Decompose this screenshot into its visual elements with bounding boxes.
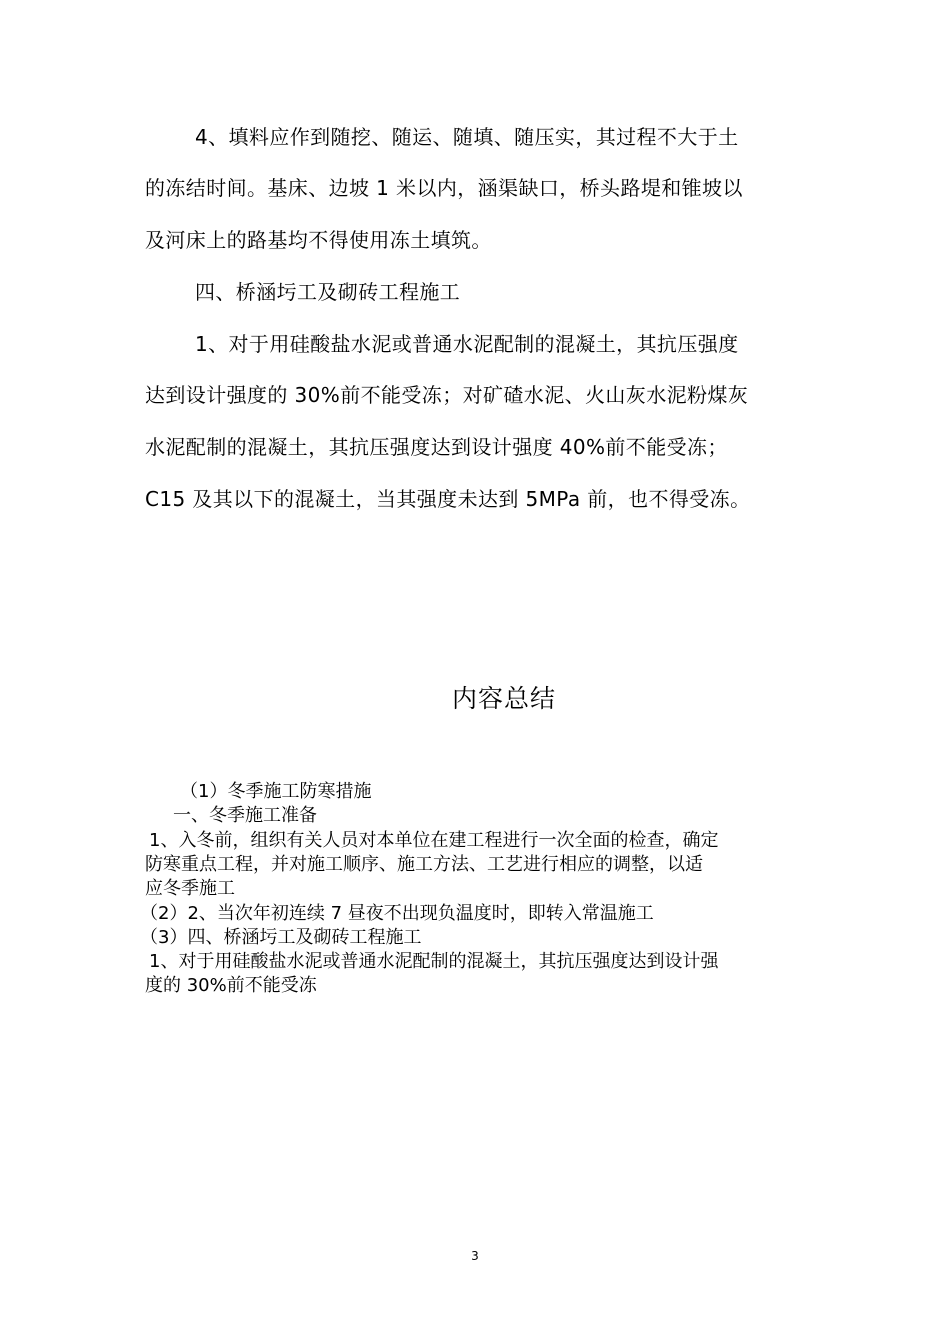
summary-line: （3）四、桥涵圬工及砌砖工程施工 <box>140 927 422 948</box>
summary-line: 防寒重点工程，并对施工顺序、施工方法、工艺进行相应的调整，以适 <box>145 854 703 875</box>
body-line: 1、对于用硅酸盐水泥或普通水泥配制的混凝土，其抗压强度 <box>195 332 739 356</box>
summary-line: 一、冬季施工准备 <box>173 805 317 826</box>
section-heading: 四、桥涵圬工及砌砖工程施工 <box>195 280 461 304</box>
page-number: 3 <box>471 1249 479 1263</box>
summary-line: （2）2、当次年初连续 7 昼夜不出现负温度时，即转入常温施工 <box>140 903 654 924</box>
summary-line: 度的 30%前不能受冻 <box>145 975 317 996</box>
summary-title: 内容总结 <box>451 684 556 713</box>
summary-line: 应冬季施工 <box>145 878 235 899</box>
summary-line: 1、入冬前，组织有关人员对本单位在建工程进行一次全面的检查，确定 <box>149 830 719 851</box>
body-line: 及河床上的路基均不得使用冻土填筑。 <box>145 228 492 252</box>
summary-line: （1）冬季施工防寒措施 <box>180 781 372 802</box>
body-line: 水泥配制的混凝土，其抗压强度达到设计强度 40%前不能受冻； <box>145 435 728 459</box>
summary-line: 1、对于用硅酸盐水泥或普通水泥配制的混凝土，其抗压强度达到设计强 <box>149 951 719 972</box>
body-line: C15 及其以下的混凝土，当其强度未达到 5MPa 前，也不得受冻。 <box>145 487 751 511</box>
body-line: 的冻结时间。基床、边坡 1 米以内，涵渠缺口，桥头路堤和锥坡以 <box>145 176 743 200</box>
body-line: 4、填料应作到随挖、随运、随填、随压实，其过程不大于土 <box>195 125 739 149</box>
body-line: 达到设计强度的 30%前不能受冻；对矿碴水泥、火山灰水泥粉煤灰 <box>145 383 749 407</box>
